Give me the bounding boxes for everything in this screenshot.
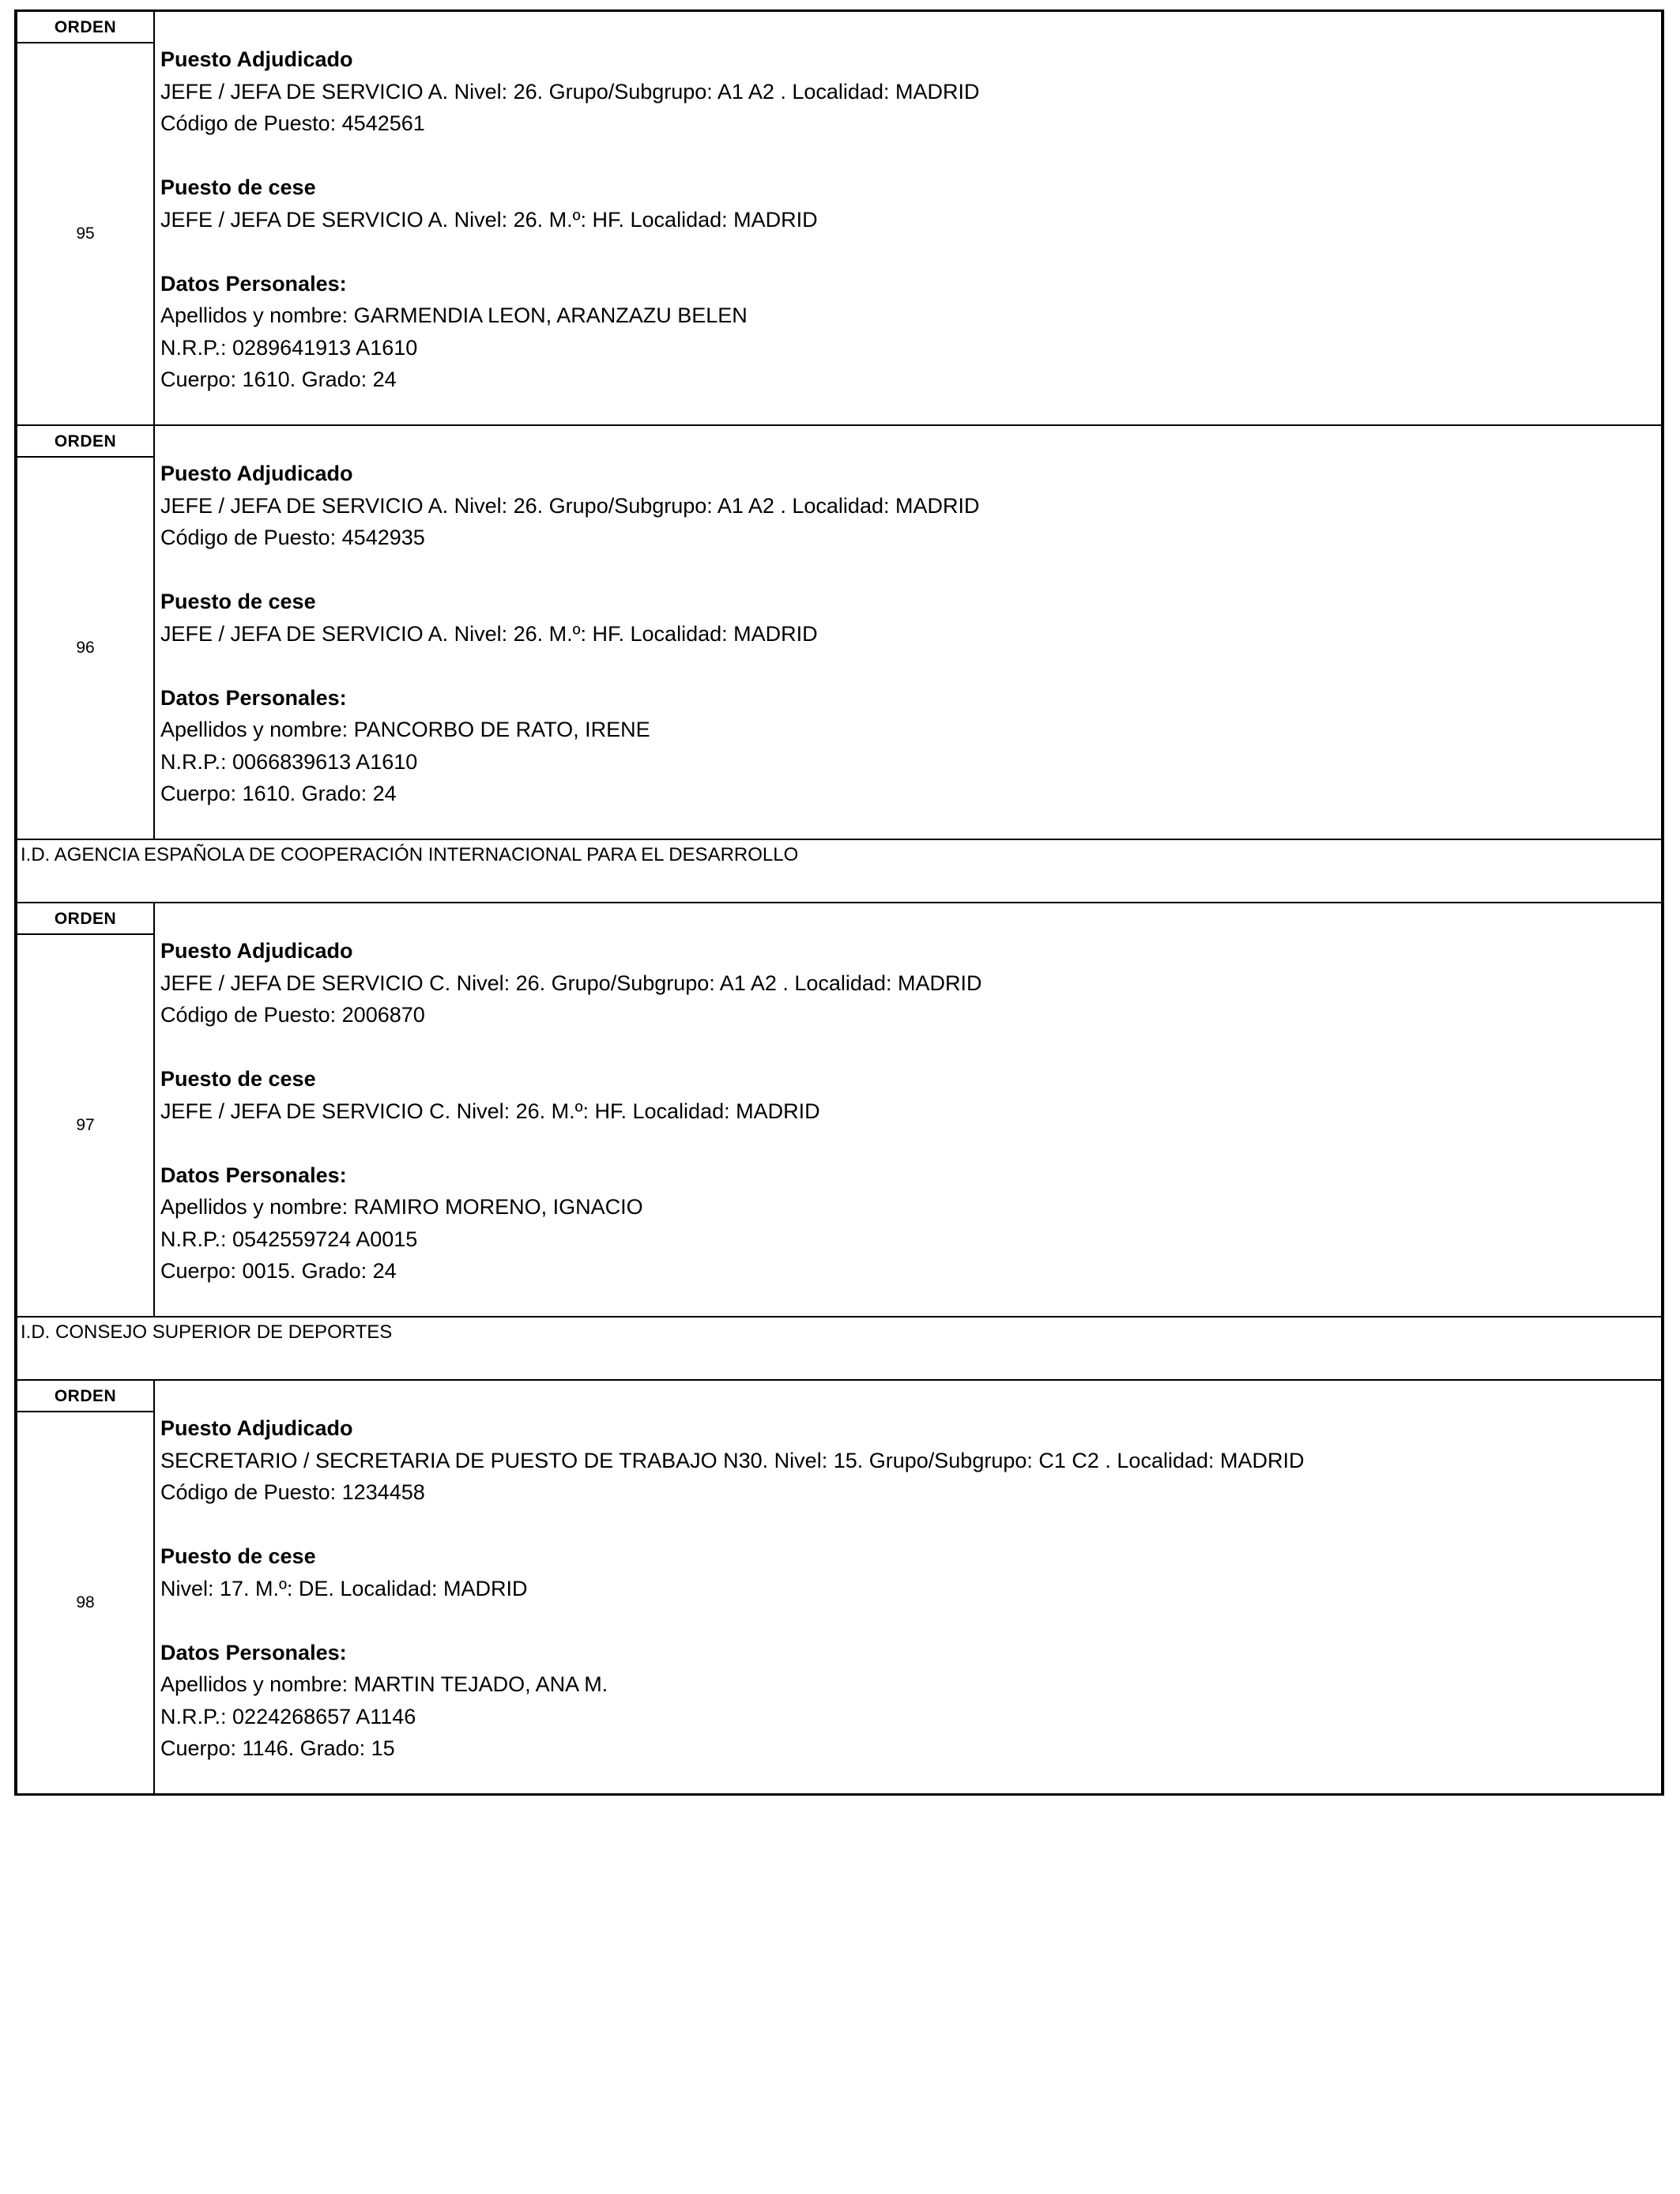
orden-label: ORDEN	[17, 1381, 153, 1412]
orden-column	[17, 426, 155, 839]
nrp: N.R.P.: 0289641913 A1610	[160, 335, 418, 360]
puesto-cese: Nivel: 17. M.º: DE. Localidad: MADRID	[160, 1576, 528, 1600]
entry-content	[160, 43, 1661, 396]
document-table	[14, 9, 1664, 1796]
puesto-adjudicado: JEFE / JEFA DE SERVICIO A. Nivel: 26. Grupo/Subgrupo: A1 A2 . Localidad: MADRID	[160, 493, 980, 518]
apellidos-nombre: Apellidos y nombre: PANCORBO DE RATO, IRENE	[160, 718, 650, 741]
entry-98	[17, 1381, 1661, 1793]
puesto-cese: JEFE / JEFA DE SERVICIO A. Nivel: 26. M.º: HF. Localidad: MADRID	[160, 207, 818, 232]
entry-content	[160, 935, 1661, 1287]
codigo-puesto: Código de Puesto: 2006870	[160, 1003, 425, 1027]
entry-content	[160, 1412, 1661, 1765]
nrp: N.R.P.: 0542559724 A0015	[160, 1227, 418, 1251]
cuerpo-grado: Cuerpo: 1610. Grado: 24	[160, 782, 397, 805]
heading-datos-personales: Datos Personales:	[160, 1163, 347, 1187]
orden-label: ORDEN	[17, 12, 153, 43]
heading-puesto-cese: Puesto de cese	[160, 590, 316, 613]
heading-puesto-adjudicado: Puesto Adjudicado	[160, 939, 353, 963]
heading-puesto-adjudicado: Puesto Adjudicado	[160, 47, 353, 71]
heading-datos-personales: Datos Personales:	[160, 685, 347, 710]
puesto-adjudicado: JEFE / JEFA DE SERVICIO C. Nivel: 26. Grupo/Subgrupo: A1 A2 . Localidad: MADRID	[160, 971, 982, 995]
codigo-puesto: Código de Puesto: 4542561	[160, 111, 425, 135]
heading-puesto-adjudicado: Puesto Adjudicado	[160, 1416, 353, 1440]
cuerpo-grado: Cuerpo: 1610. Grado: 24	[160, 368, 397, 391]
heading-puesto-adjudicado: Puesto Adjudicado	[160, 462, 353, 485]
orden-label: ORDEN	[17, 903, 153, 935]
apellidos-nombre: Apellidos y nombre: RAMIRO MORENO, IGNACIO	[160, 1195, 643, 1219]
orden-number: 96	[76, 639, 95, 657]
heading-puesto-cese: Puesto de cese	[160, 1544, 316, 1568]
codigo-puesto: Código de Puesto: 4542935	[160, 526, 425, 549]
heading-datos-personales: Datos Personales:	[160, 271, 347, 296]
heading-puesto-cese: Puesto de cese	[160, 1067, 316, 1091]
orden-number: 97	[76, 1116, 95, 1134]
section-header-csd: I.D. CONSEJO SUPERIOR DE DEPORTES	[17, 1318, 1661, 1381]
orden-column	[17, 1381, 155, 1793]
orden-column	[17, 12, 155, 424]
cuerpo-grado: Cuerpo: 0015. Grado: 24	[160, 1259, 397, 1283]
apellidos-nombre: Apellidos y nombre: GARMENDIA LEON, ARANZAZU BELEN	[160, 303, 748, 327]
puesto-adjudicado: JEFE / JEFA DE SERVICIO A. Nivel: 26. Grupo/Subgrupo: A1 A2 . Localidad: MADRID	[160, 79, 980, 104]
heading-puesto-cese: Puesto de cese	[160, 175, 316, 199]
orden-column	[17, 903, 155, 1316]
apellidos-nombre: Apellidos y nombre: MARTIN TEJADO, ANA M.	[160, 1672, 608, 1696]
heading-datos-personales: Datos Personales:	[160, 1640, 347, 1664]
cuerpo-grado: Cuerpo: 1146. Grado: 15	[160, 1736, 395, 1760]
orden-number: 95	[76, 224, 95, 243]
puesto-cese: JEFE / JEFA DE SERVICIO C. Nivel: 26. M.º: HF. Localidad: MADRID	[160, 1099, 820, 1123]
section-header-aecid: I.D. AGENCIA ESPAÑOLA DE COOPERACIÓN INTERNACIONAL PARA EL DESARROLLO	[17, 840, 1661, 903]
entry-content	[160, 458, 1661, 810]
codigo-puesto: Código de Puesto: 1234458	[160, 1480, 425, 1504]
entry-96	[17, 426, 1661, 840]
orden-number: 98	[76, 1593, 95, 1612]
entry-97	[17, 903, 1661, 1318]
entry-95	[17, 12, 1661, 426]
orden-label: ORDEN	[17, 426, 153, 458]
nrp: N.R.P.: 0066839613 A1610	[160, 749, 418, 774]
puesto-cese: JEFE / JEFA DE SERVICIO A. Nivel: 26. M.º: HF. Localidad: MADRID	[160, 621, 818, 646]
puesto-adjudicado: SECRETARIO / SECRETARIA DE PUESTO DE TRABAJO N30. Nivel: 15. Grupo/Subgrupo: C1 C2 . Localidad: MADRID	[160, 1448, 1305, 1472]
nrp: N.R.P.: 0224268657 A1146	[160, 1704, 416, 1728]
